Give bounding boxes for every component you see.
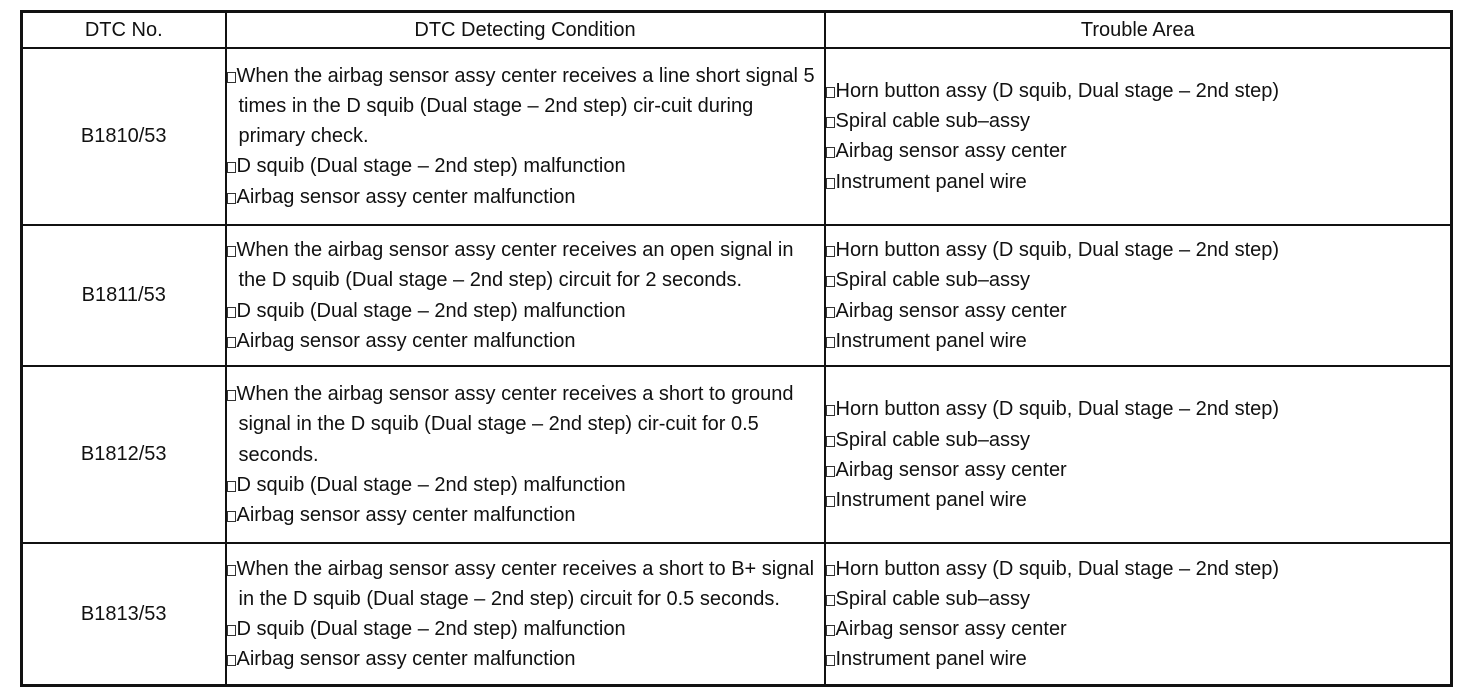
trouble-area-item: Horn button assy (D squib, Dual stage – 2nd step)	[826, 394, 1451, 424]
dtc-table	[20, 10, 1453, 687]
trouble-area-item: Horn button assy (D squib, Dual stage – 2nd step)	[826, 235, 1451, 265]
condition-item: D squib (Dual stage – 2nd step) malfunction	[227, 614, 824, 644]
table-row	[22, 543, 1452, 685]
trouble-area-cell	[825, 366, 1452, 543]
trouble-area-item: Spiral cable sub–assy	[826, 265, 1451, 295]
condition-item: When the airbag sensor assy center receives an open signal in the D squib (Dual stage – 2nd step) circuit for 2 seconds.	[227, 235, 824, 295]
trouble-area-cell	[825, 543, 1452, 685]
checkbox-bullet-icon	[826, 405, 835, 416]
trouble-area-item: Spiral cable sub–assy	[826, 425, 1451, 455]
trouble-area-item: Spiral cable sub–assy	[826, 584, 1451, 614]
condition-item: Airbag sensor assy center malfunction	[227, 644, 824, 674]
condition-item: D squib (Dual stage – 2nd step) malfunction	[227, 151, 824, 181]
checkbox-bullet-icon	[826, 87, 835, 98]
trouble-area-item: Instrument panel wire	[826, 167, 1451, 197]
trouble-area-item: Instrument panel wire	[826, 326, 1451, 356]
detecting-condition-cell	[226, 48, 825, 225]
checkbox-bullet-icon	[826, 246, 835, 257]
checkbox-bullet-icon	[227, 565, 236, 576]
trouble-area-item: Horn button assy (D squib, Dual stage – 2nd step)	[826, 76, 1451, 106]
checkbox-bullet-icon	[227, 337, 236, 348]
trouble-area-item: Airbag sensor assy center	[826, 455, 1451, 485]
checkbox-bullet-icon	[826, 178, 835, 189]
condition-item: When the airbag sensor assy center receives a line short signal 5 times in the D squib (Dual stage – 2nd step) cir-cuit during primary check.	[227, 61, 824, 152]
checkbox-bullet-icon	[826, 436, 835, 447]
condition-item: Airbag sensor assy center malfunction	[227, 326, 824, 356]
detecting-condition-cell	[226, 366, 825, 543]
detecting-condition-cell	[226, 543, 825, 685]
trouble-area-item: Spiral cable sub–assy	[826, 106, 1451, 136]
checkbox-bullet-icon	[826, 625, 835, 636]
dtc-code: B1813/53	[22, 543, 226, 685]
checkbox-bullet-icon	[227, 481, 236, 492]
dtc-code: B1812/53	[22, 366, 226, 543]
trouble-area-cell	[825, 225, 1452, 367]
checkbox-bullet-icon	[826, 655, 835, 666]
header-dtc-no: DTC No.	[22, 12, 226, 49]
dtc-code: B1810/53	[22, 48, 226, 225]
trouble-area-item: Airbag sensor assy center	[826, 136, 1451, 166]
table-row	[22, 225, 1452, 367]
table-row	[22, 366, 1452, 543]
checkbox-bullet-icon	[227, 246, 236, 257]
checkbox-bullet-icon	[826, 496, 835, 507]
trouble-area-item: Airbag sensor assy center	[826, 296, 1451, 326]
detecting-condition-cell	[226, 225, 825, 367]
header-trouble-area: Trouble Area	[825, 12, 1452, 49]
checkbox-bullet-icon	[227, 655, 236, 666]
checkbox-bullet-icon	[227, 72, 236, 83]
checkbox-bullet-icon	[227, 162, 236, 173]
checkbox-bullet-icon	[227, 625, 236, 636]
checkbox-bullet-icon	[826, 595, 835, 606]
table-row	[22, 48, 1452, 225]
table-header-row	[22, 12, 1452, 49]
checkbox-bullet-icon	[227, 390, 236, 401]
condition-item: Airbag sensor assy center malfunction	[227, 182, 824, 212]
checkbox-bullet-icon	[826, 307, 835, 318]
checkbox-bullet-icon	[826, 565, 835, 576]
condition-item: D squib (Dual stage – 2nd step) malfunction	[227, 296, 824, 326]
trouble-area-item: Instrument panel wire	[826, 644, 1451, 674]
condition-item: When the airbag sensor assy center receives a short to ground signal in the D squib (Dual stage – 2nd step) cir-cuit for 0.5 seconds.	[227, 379, 824, 470]
trouble-area-item: Instrument panel wire	[826, 485, 1451, 515]
dtc-code: B1811/53	[22, 225, 226, 367]
header-detecting-condition: DTC Detecting Condition	[226, 12, 825, 49]
checkbox-bullet-icon	[227, 511, 236, 522]
checkbox-bullet-icon	[826, 147, 835, 158]
checkbox-bullet-icon	[826, 276, 835, 287]
checkbox-bullet-icon	[227, 307, 236, 318]
condition-item: When the airbag sensor assy center receives a short to B+ signal in the D squib (Dual stage – 2nd step) circuit for 0.5 seconds.	[227, 554, 824, 614]
condition-item: Airbag sensor assy center malfunction	[227, 500, 824, 530]
condition-item: D squib (Dual stage – 2nd step) malfunction	[227, 470, 824, 500]
trouble-area-item: Horn button assy (D squib, Dual stage – 2nd step)	[826, 554, 1451, 584]
checkbox-bullet-icon	[826, 117, 835, 128]
trouble-area-cell	[825, 48, 1452, 225]
checkbox-bullet-icon	[227, 193, 236, 204]
checkbox-bullet-icon	[826, 337, 835, 348]
trouble-area-item: Airbag sensor assy center	[826, 614, 1451, 644]
checkbox-bullet-icon	[826, 466, 835, 477]
